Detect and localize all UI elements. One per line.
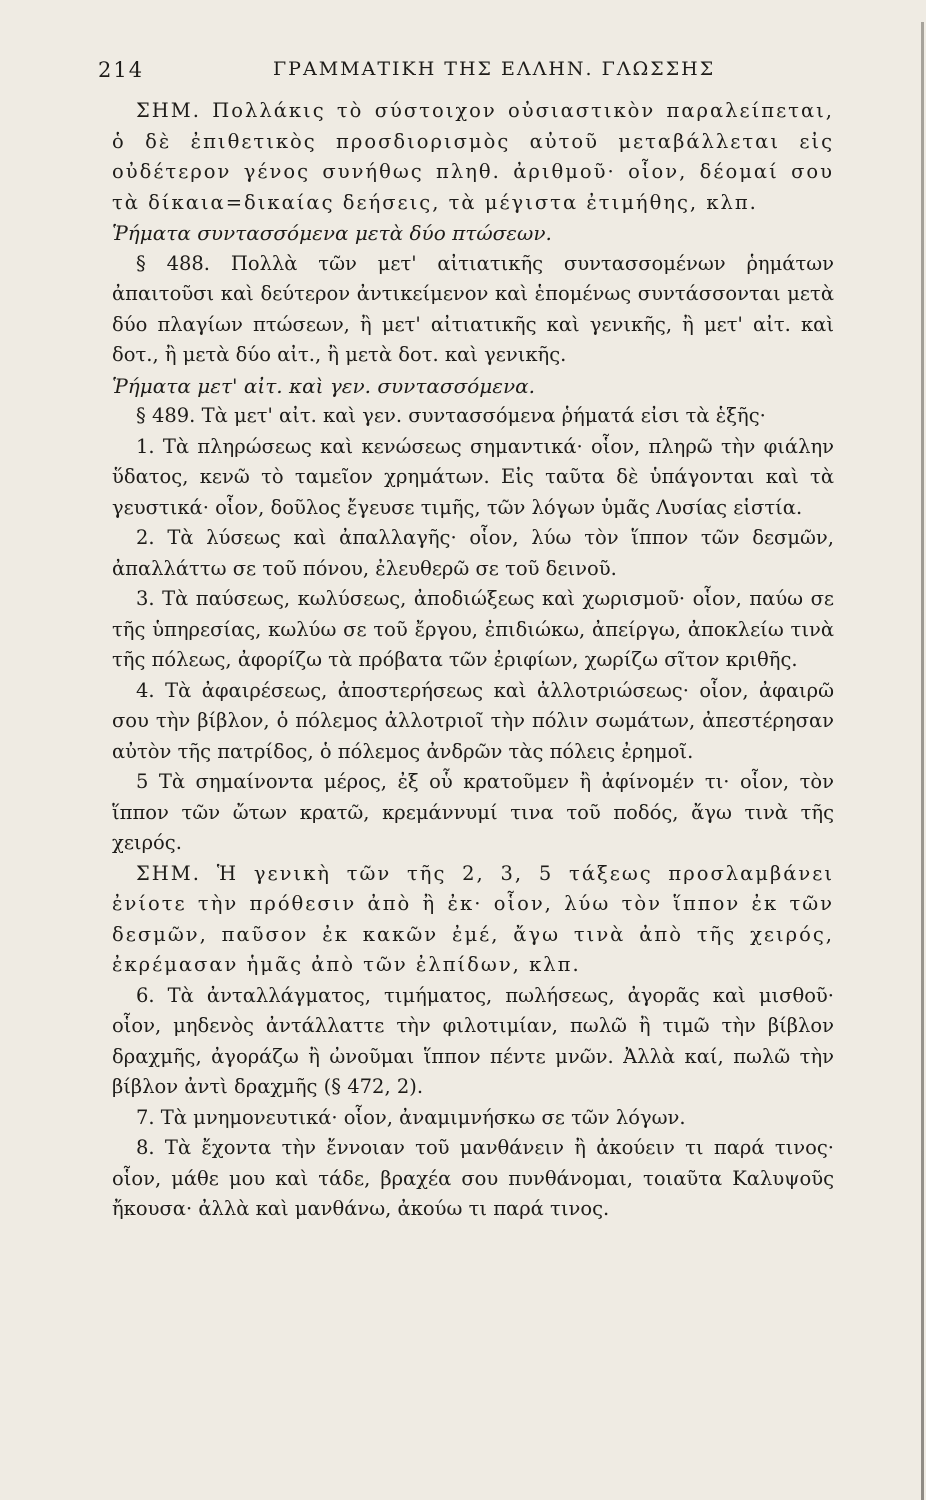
list-item: 2. Τὰ λύσεως καὶ ἀπαλλαγῆς· οἷον, λύω τὸν ἵππον τῶν δεσμῶν, ἀπαλλάττω σε τοῦ πόνου, ἐλευθερῶ σε τοῦ δεινοῦ. (112, 526, 834, 580)
page-header (98, 58, 828, 88)
section-488-paragraph: § 488. Πολλὰ τῶν μετ' αἰτιατικῆς συντασσομένων ῥημάτων ἀπαιτοῦσι καὶ δεύτερον ἀντικείμενον καὶ ἑπομένως συντάσσονται μετὰ δύο πλαγίων πτώσεων, ἢ μετ' αἰτιατικῆς καὶ γενικῆς, ἢ μετ' αἰτ. καὶ δοτ., ἢ μετὰ δύο αἰτ., ἢ μετὰ δοτ. καὶ γενικῆς. (112, 251, 834, 366)
list-item: 7. Τὰ μνημονευτικά· οἷον, ἀναμιμνήσκω σε τῶν λόγων. (136, 1105, 686, 1129)
list-item: 5 Τὰ σημαίνοντα μέρος, ἐξ οὗ κρατοῦμεν ἢ ἀφίνομέν τι· οἷον, τὸν ἵππον τῶν ὤτων κρατῶ, κρεμάννυμί τινα τοῦ ποδός, ἄγω τινὰ τῆς χειρός. (112, 770, 834, 854)
running-title: ΓΡΑΜΜΑΤΙΚΗ ΤΗΣ ΕΛΛΗΝ. ΓΛΩΣΣΗΣ (273, 58, 716, 80)
section-heading: Ῥήματα μετ' αἰτ. καὶ γεν. συντασσόμενα. (112, 373, 536, 398)
note-paragraph: ΣΗΜ. Ἡ γενικὴ τῶν τῆς 2, 3, 5 τάξεως προσλαμβάνει ἐνίοτε τὴν πρόθεσιν ἀπὸ ἢ ἐκ· οἷον, λύω τὸν ἵππον ἐκ τῶν δεσμῶν, παῦσον ἐκ κακῶν ἐμέ, ἄγω τινὰ ἀπὸ τῆς χειρός, ἐκρέμασαν ἡμᾶς ἀπὸ τῶν ἐλπίδων, κλπ. (112, 861, 834, 976)
section-heading: Ῥήματα συντασσόμενα μετὰ δύο πτώσεων. (112, 221, 552, 245)
list-item: 4. Τὰ ἀφαιρέσεως, ἀποστερήσεως καὶ ἀλλοτριώσεως· οἷον, ἀφαιρῶ σου τὴν βίβλον, ὁ πόλεμος ἀλλοτριοῖ τὴν πόλιν σωμάτων, ἀπεστέρησαν αὐτὸν τῆς πατρίδος, ὁ πόλεμος ἀνδρῶν τὰς πόλεις ἐρημοῖ. (112, 678, 834, 763)
list-item: 3. Τὰ παύσεως, κωλύσεως, ἀποδιώξεως καὶ χωρισμοῦ· οἷον, παύω σε τῆς ὑπηρεσίας, κωλύω σε τοῦ ἔργου, ἐπιδιώκω, ἀπείργω, ἀποκλείω τινὰ τῆς πόλεως, ἀφορίζω τὰ πρόβατα τῶν ἐριφίων, χωρίζω σῖτον κριθῆς. (112, 587, 834, 671)
list-item: 6. Τὰ ἀνταλλάγματος, τιμήματος, πωλήσεως, ἀγορᾶς καὶ μισθοῦ· οἷον, μηδενὸς ἀντάλλαττε τὴν φιλοτιμίαν, πωλῶ ἢ τιμῶ τὴν βίβλον δραχμῆς, ἀγοράζω ἢ ὠνοῦμαι ἵππον πέντε μνῶν. Ἀλλὰ καί, πωλῶ τὴν βίβλον ἀντὶ δραχμῆς (§ 472, 2). (112, 983, 834, 1098)
list-item: 8. Τὰ ἔχοντα τὴν ἔννοιαν τοῦ μανθάνειν ἢ ἀκούειν τι παρά τινος· οἷον, μάθε μου καὶ τάδε, βραχέα σου πυνθάνομαι, τοιαῦτα Καλυψοῦς ἤκουσα· ἀλλὰ καὶ μανθάνω, ἀκούω τι παρά τινος. (112, 1136, 834, 1220)
page-number: 214 (98, 58, 145, 82)
page-edge (921, 22, 924, 1500)
page-body (112, 96, 834, 1225)
note-paragraph: ΣΗΜ. Πολλάκις τὸ σύστοιχον οὐσιαστικὸν παραλείπεται, ὁ δὲ ἐπιθετικὸς προσδιορισμὸς αὐτοῦ μεταβάλλεται εἰς οὐδέτερον γένος συνήθως πληθ. ἀριθμοῦ· οἷον, δέομαί σου τὰ δίκαια=δικαίας δεήσεις, τὰ μέγιστα ἐτιμήθης, κλπ. (112, 99, 834, 214)
section-489-paragraph: § 489. Τὰ μετ' αἰτ. καὶ γεν. συντασσόμενα ῥήματά εἰσι τὰ ἑξῆς· (136, 404, 766, 427)
list-item: 1. Τὰ πληρώσεως καὶ κενώσεως σημαντικά· οἷον, πληρῶ τὴν φιάλην ὕδατος, κενῶ τὸ ταμεῖον χρημάτων. Εἰς ταῦτα δὲ ὑπάγονται καὶ τὰ γευστικά· οἷον, δοῦλος ἔγευσε τιμῆς, τῶν λόγων ὑμᾶς Λυσίας εἱστία. (112, 434, 834, 519)
